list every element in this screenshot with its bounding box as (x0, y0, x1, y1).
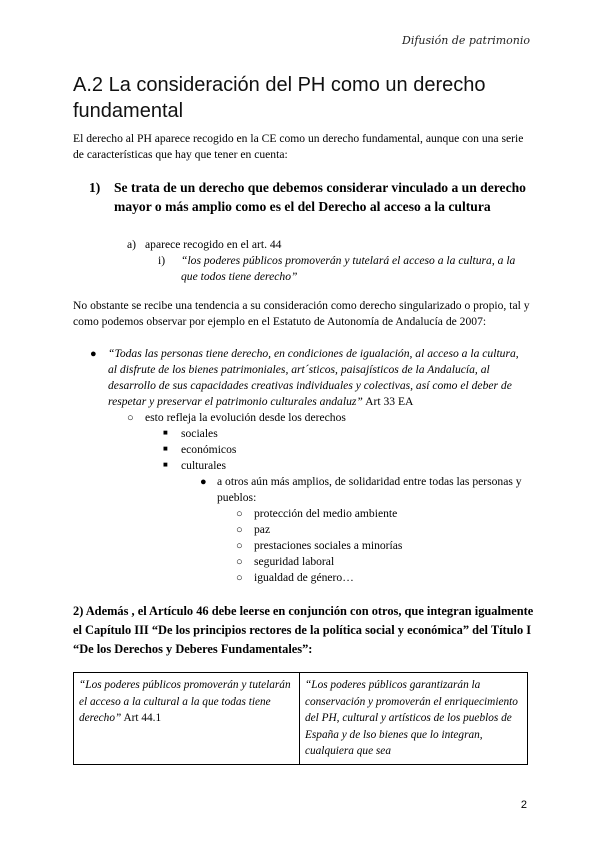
art-44-reference: Art 44.1 (123, 712, 162, 724)
sub-a-label: a) (127, 238, 137, 251)
quote-reference: Art 33 EA (365, 395, 414, 408)
table-row (74, 673, 528, 765)
solidarity-text: a otros aún más amplios, de solidaridad entre todas las personas y pueblos: (217, 475, 522, 504)
bullet-circle-icon: ○ (127, 412, 134, 424)
table-cell-art-46 (300, 673, 528, 765)
bullet-circle-icon: ○ (236, 540, 243, 552)
bullet-square-icon: ■ (163, 444, 168, 453)
list-item: económicos (181, 443, 237, 456)
list-item: sociales (181, 427, 218, 440)
page-number: 2 (520, 799, 527, 811)
estatuto-quote: “Todas las personas tiene derecho, en condiciones de igualación, al acceso a la cultura, al disfrute de los bienes patrimoniales, art´sticos, paisajísticos de la Andalucía, al desarrollo de sus capacidades creativas individuales y colectivas, así como el deber de respetar y preservar el patrimonio culturales andaluz” (108, 347, 519, 408)
section-title: A.2 La consideración del PH como un derecho fundamental (73, 74, 486, 122)
paragraph-2: No obstante se recibe una tendencia a su consideración como derecho singularizado o propio, tal y como podemos observar por ejemplo en el Estatuto de Autonomía de Andalucía de 2007: (73, 299, 530, 328)
point-1-number: 1) (89, 180, 101, 195)
list-item: igualdad de género… (254, 571, 354, 584)
sub-i-quote: “los poderes públicos promoverán y tutelará el acceso a la cultura, a la que todos tiene derecho” (181, 254, 516, 283)
list-item: prestaciones sociales a minorías (254, 539, 403, 552)
bullet-square-icon: ■ (163, 460, 168, 469)
articles-table (73, 672, 528, 765)
quote-paragraph (108, 346, 526, 410)
point-1-text: Se trata de un derecho que debemos considerar vinculado a un derecho mayor o más amplio como es el del Derecho al acceso a la cultura (114, 180, 526, 214)
intro-paragraph: El derecho al PH aparece recogido en la CE como un derecho fundamental, aunque con una serie de características que hay que tener en cuenta: (73, 132, 524, 161)
sub-a-text: aparece recogido en el art. 44 (145, 238, 282, 251)
bullet-disc-icon: ● (200, 476, 207, 488)
bullet-disc-icon: ● (90, 348, 97, 360)
running-header: Difusión de patrimonio (402, 34, 530, 47)
evolution-text: esto refleja la evolución desde los derechos (145, 411, 346, 424)
list-item: culturales (181, 459, 227, 472)
point-2-heading: 2) Además , el Artículo 46 debe leerse en conjunción con otros, que integran igualmente el Capítulo III “De los principios rectores de la política social y económica” del Título I “De los Derechos y Deberes Fundamentales”: (73, 604, 534, 656)
art-44-quote: “Los poderes públicos promoverán y tutelarán el acceso a la cultural a la que todas tiene derecho” (79, 679, 291, 724)
bullet-circle-icon: ○ (236, 508, 243, 520)
bullet-square-icon: ■ (163, 428, 168, 437)
point-1-heading (90, 178, 530, 216)
list-item: seguridad laboral (254, 555, 335, 568)
bullet-circle-icon: ○ (236, 556, 243, 568)
table-cell-art-44 (74, 673, 300, 765)
bullet-circle-icon: ○ (236, 572, 243, 584)
art-46-quote: “Los poderes públicos garantizarán la conservación y promoverán el enriquecimiento del PH, cultural y artísticos de los pueblos de España y de lso bienes que lo integran, cualquiera que sea (305, 679, 518, 757)
list-item: paz (254, 523, 271, 536)
list-item: protección del medio ambiente (254, 507, 398, 520)
sub-i-label: i) (158, 254, 166, 267)
bullet-circle-icon: ○ (236, 524, 243, 536)
